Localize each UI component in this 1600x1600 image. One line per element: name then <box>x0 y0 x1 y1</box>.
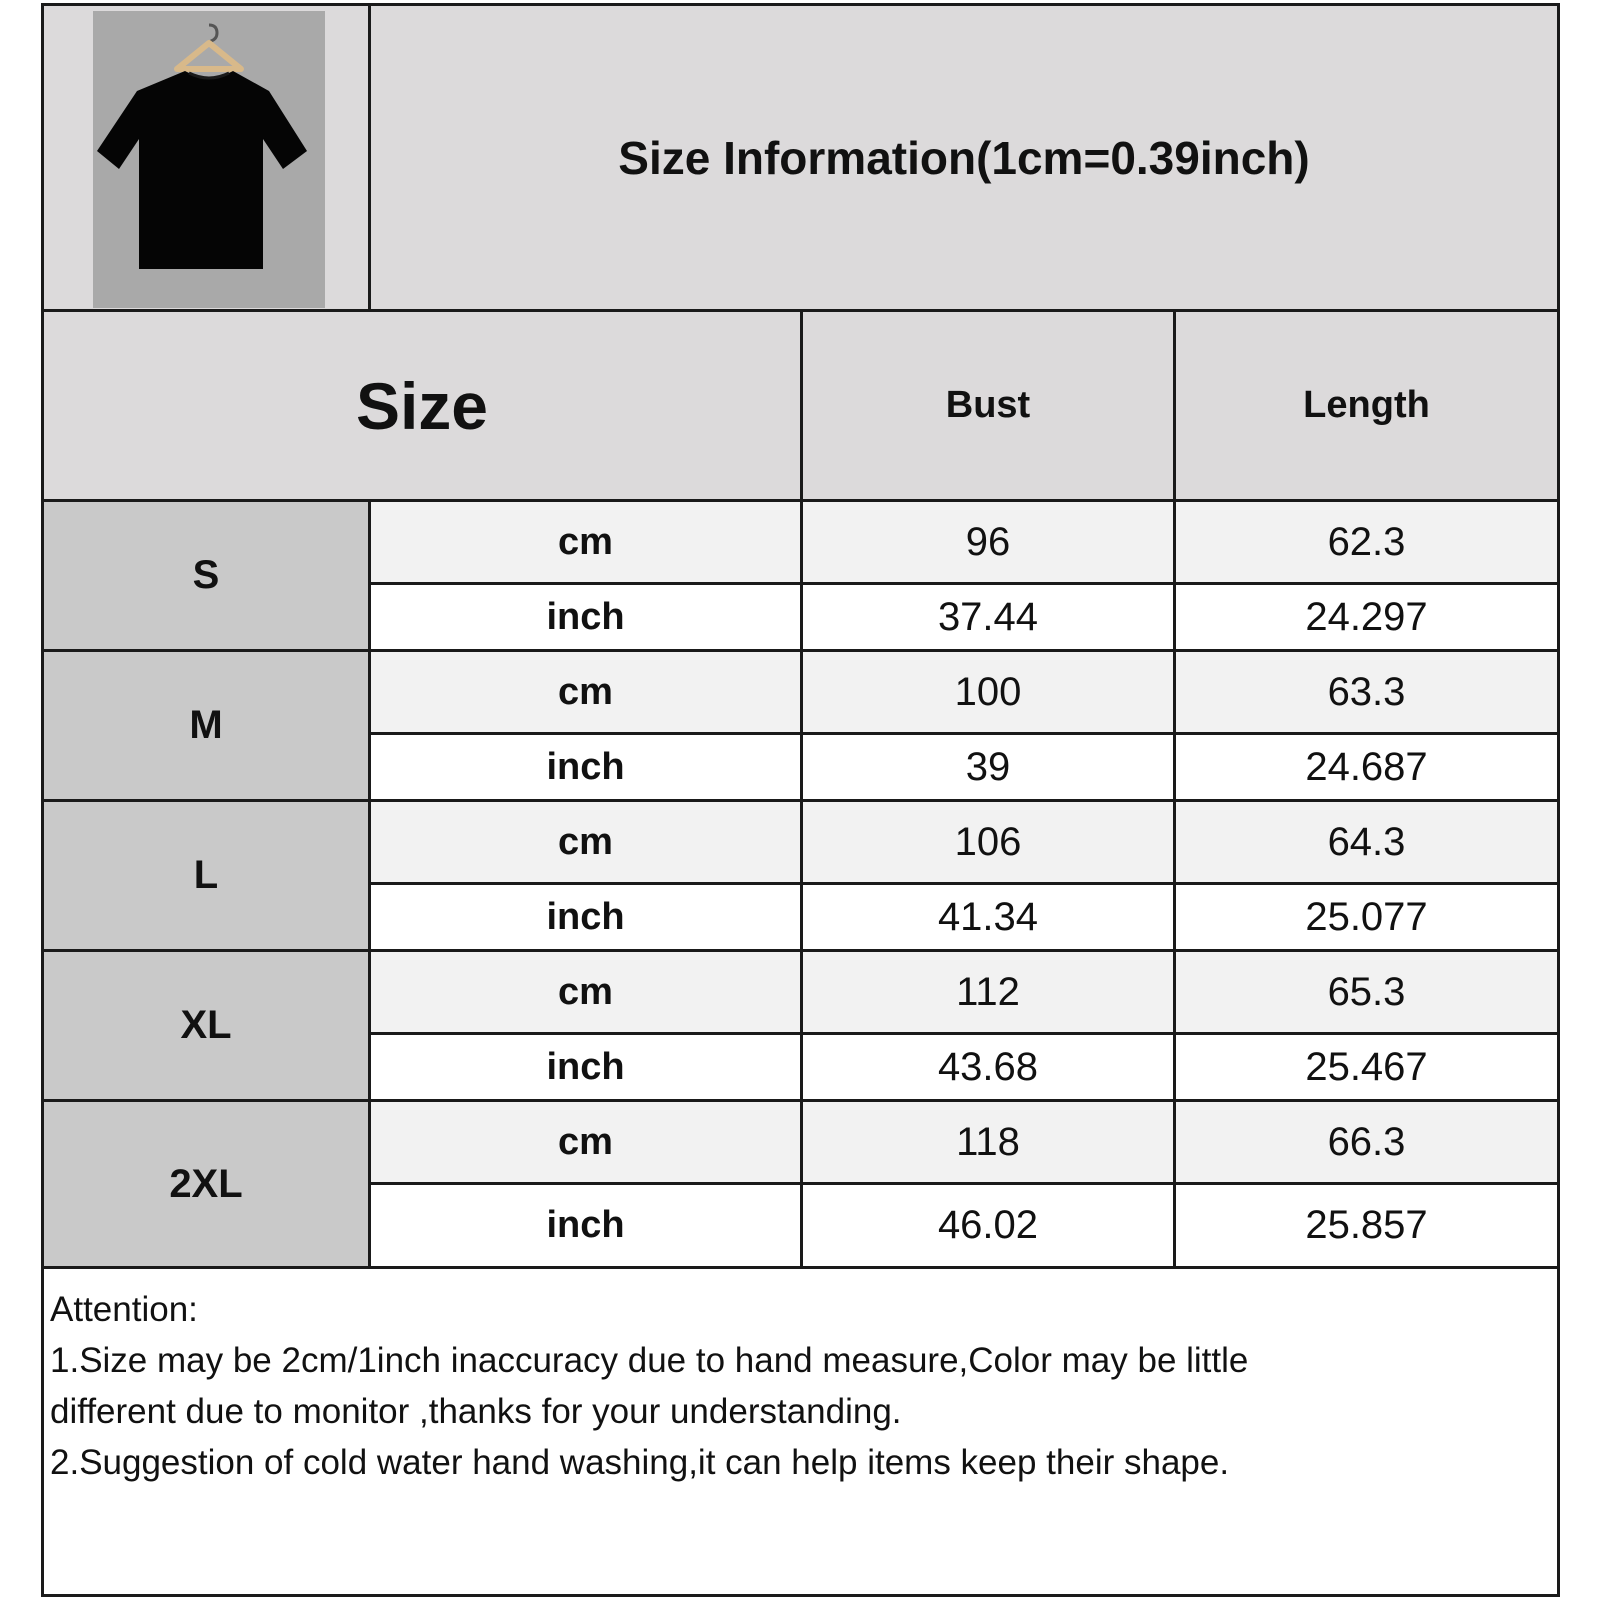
unit-label: cm <box>558 670 613 713</box>
bust-value: 41.34 <box>937 894 1039 939</box>
length-cell <box>1176 885 1557 949</box>
bust-value: 112 <box>956 969 1020 1014</box>
unit-label: cm <box>558 1120 613 1163</box>
bust-cell <box>803 885 1173 949</box>
unit-cell <box>371 1035 800 1099</box>
length-cell <box>1176 952 1557 1032</box>
length-value: 65.3 <box>1327 969 1406 1014</box>
size-label: XL <box>180 1003 232 1047</box>
unit-label: inch <box>546 745 625 788</box>
bust-cell <box>803 585 1173 649</box>
title-cell <box>371 6 1557 309</box>
length-value: 24.687 <box>1305 744 1428 789</box>
bust-cell <box>803 952 1173 1032</box>
tshirt-icon <box>93 11 325 308</box>
length-header-cell <box>1176 312 1557 499</box>
size-label: L <box>193 853 219 897</box>
length-cell <box>1176 1035 1557 1099</box>
bust-header: Bust <box>945 384 1031 426</box>
length-value: 24.297 <box>1305 594 1428 639</box>
length-cell <box>1176 1102 1557 1182</box>
length-value: 25.467 <box>1305 1044 1428 1089</box>
product-image-cell <box>44 6 368 309</box>
bust-value: 100 <box>954 669 1022 714</box>
size-label: S <box>192 553 220 597</box>
unit-label: cm <box>558 520 613 563</box>
size-header: Size <box>355 368 489 443</box>
size-label-cell <box>44 952 368 1099</box>
size-label: M <box>189 703 223 747</box>
bust-value: 96 <box>965 519 1011 564</box>
length-value: 63.3 <box>1327 669 1406 714</box>
bust-cell <box>803 735 1173 799</box>
bust-cell <box>803 802 1173 882</box>
length-cell <box>1176 585 1557 649</box>
size-header-cell <box>44 312 800 499</box>
unit-cell <box>371 952 800 1032</box>
bust-value: 39 <box>965 744 1011 789</box>
length-value: 25.077 <box>1305 894 1428 939</box>
bust-value: 37.44 <box>937 594 1039 639</box>
page-title: Size Information(1cm=0.39inch) <box>618 131 1310 184</box>
size-label: 2XL <box>169 1161 243 1206</box>
length-header: Length <box>1303 384 1430 426</box>
unit-label: cm <box>558 820 613 863</box>
unit-label: inch <box>546 1204 625 1246</box>
length-cell <box>1176 802 1557 882</box>
attention-notes <box>50 1284 1550 1488</box>
unit-label: cm <box>558 970 613 1013</box>
length-cell <box>1176 1185 1557 1266</box>
bust-value: 106 <box>954 819 1022 864</box>
bust-cell <box>803 1185 1173 1266</box>
notes-line-1: 1.Size may be 2cm/1inch inaccuracy due to hand measure,Color may be little <box>50 1341 1249 1380</box>
bust-value: 118 <box>956 1119 1020 1164</box>
notes-line-3: 2.Suggestion of cold water hand washing,it can help items keep their shape. <box>50 1443 1230 1482</box>
notes-line-2: different due to monitor ,thanks for your understanding. <box>50 1392 902 1431</box>
unit-cell <box>371 1102 800 1182</box>
length-cell <box>1176 652 1557 732</box>
length-value: 62.3 <box>1327 519 1406 564</box>
bust-value: 46.02 <box>937 1203 1039 1247</box>
bust-cell <box>803 502 1173 582</box>
length-cell <box>1176 735 1557 799</box>
unit-label: inch <box>546 895 625 938</box>
unit-cell <box>371 735 800 799</box>
size-label-cell <box>44 652 368 799</box>
unit-cell <box>371 1185 800 1266</box>
size-label-cell <box>44 502 368 649</box>
bust-cell <box>803 1035 1173 1099</box>
length-value: 64.3 <box>1327 819 1406 864</box>
product-photo <box>93 11 325 308</box>
length-value: 25.857 <box>1305 1203 1428 1247</box>
size-label-cell <box>44 1102 368 1266</box>
unit-cell <box>371 585 800 649</box>
bust-cell <box>803 652 1173 732</box>
bust-header-cell <box>803 312 1173 499</box>
bust-cell <box>803 1102 1173 1182</box>
size-label-cell <box>44 802 368 949</box>
unit-cell <box>371 652 800 732</box>
unit-cell <box>371 885 800 949</box>
notes-heading: Attention: <box>50 1290 198 1329</box>
unit-cell <box>371 802 800 882</box>
bust-value: 43.68 <box>937 1044 1039 1089</box>
length-value: 66.3 <box>1327 1119 1406 1164</box>
unit-cell <box>371 502 800 582</box>
unit-label: inch <box>546 1045 625 1088</box>
unit-label: inch <box>546 595 625 638</box>
length-cell <box>1176 502 1557 582</box>
size-chart <box>41 3 1560 1597</box>
